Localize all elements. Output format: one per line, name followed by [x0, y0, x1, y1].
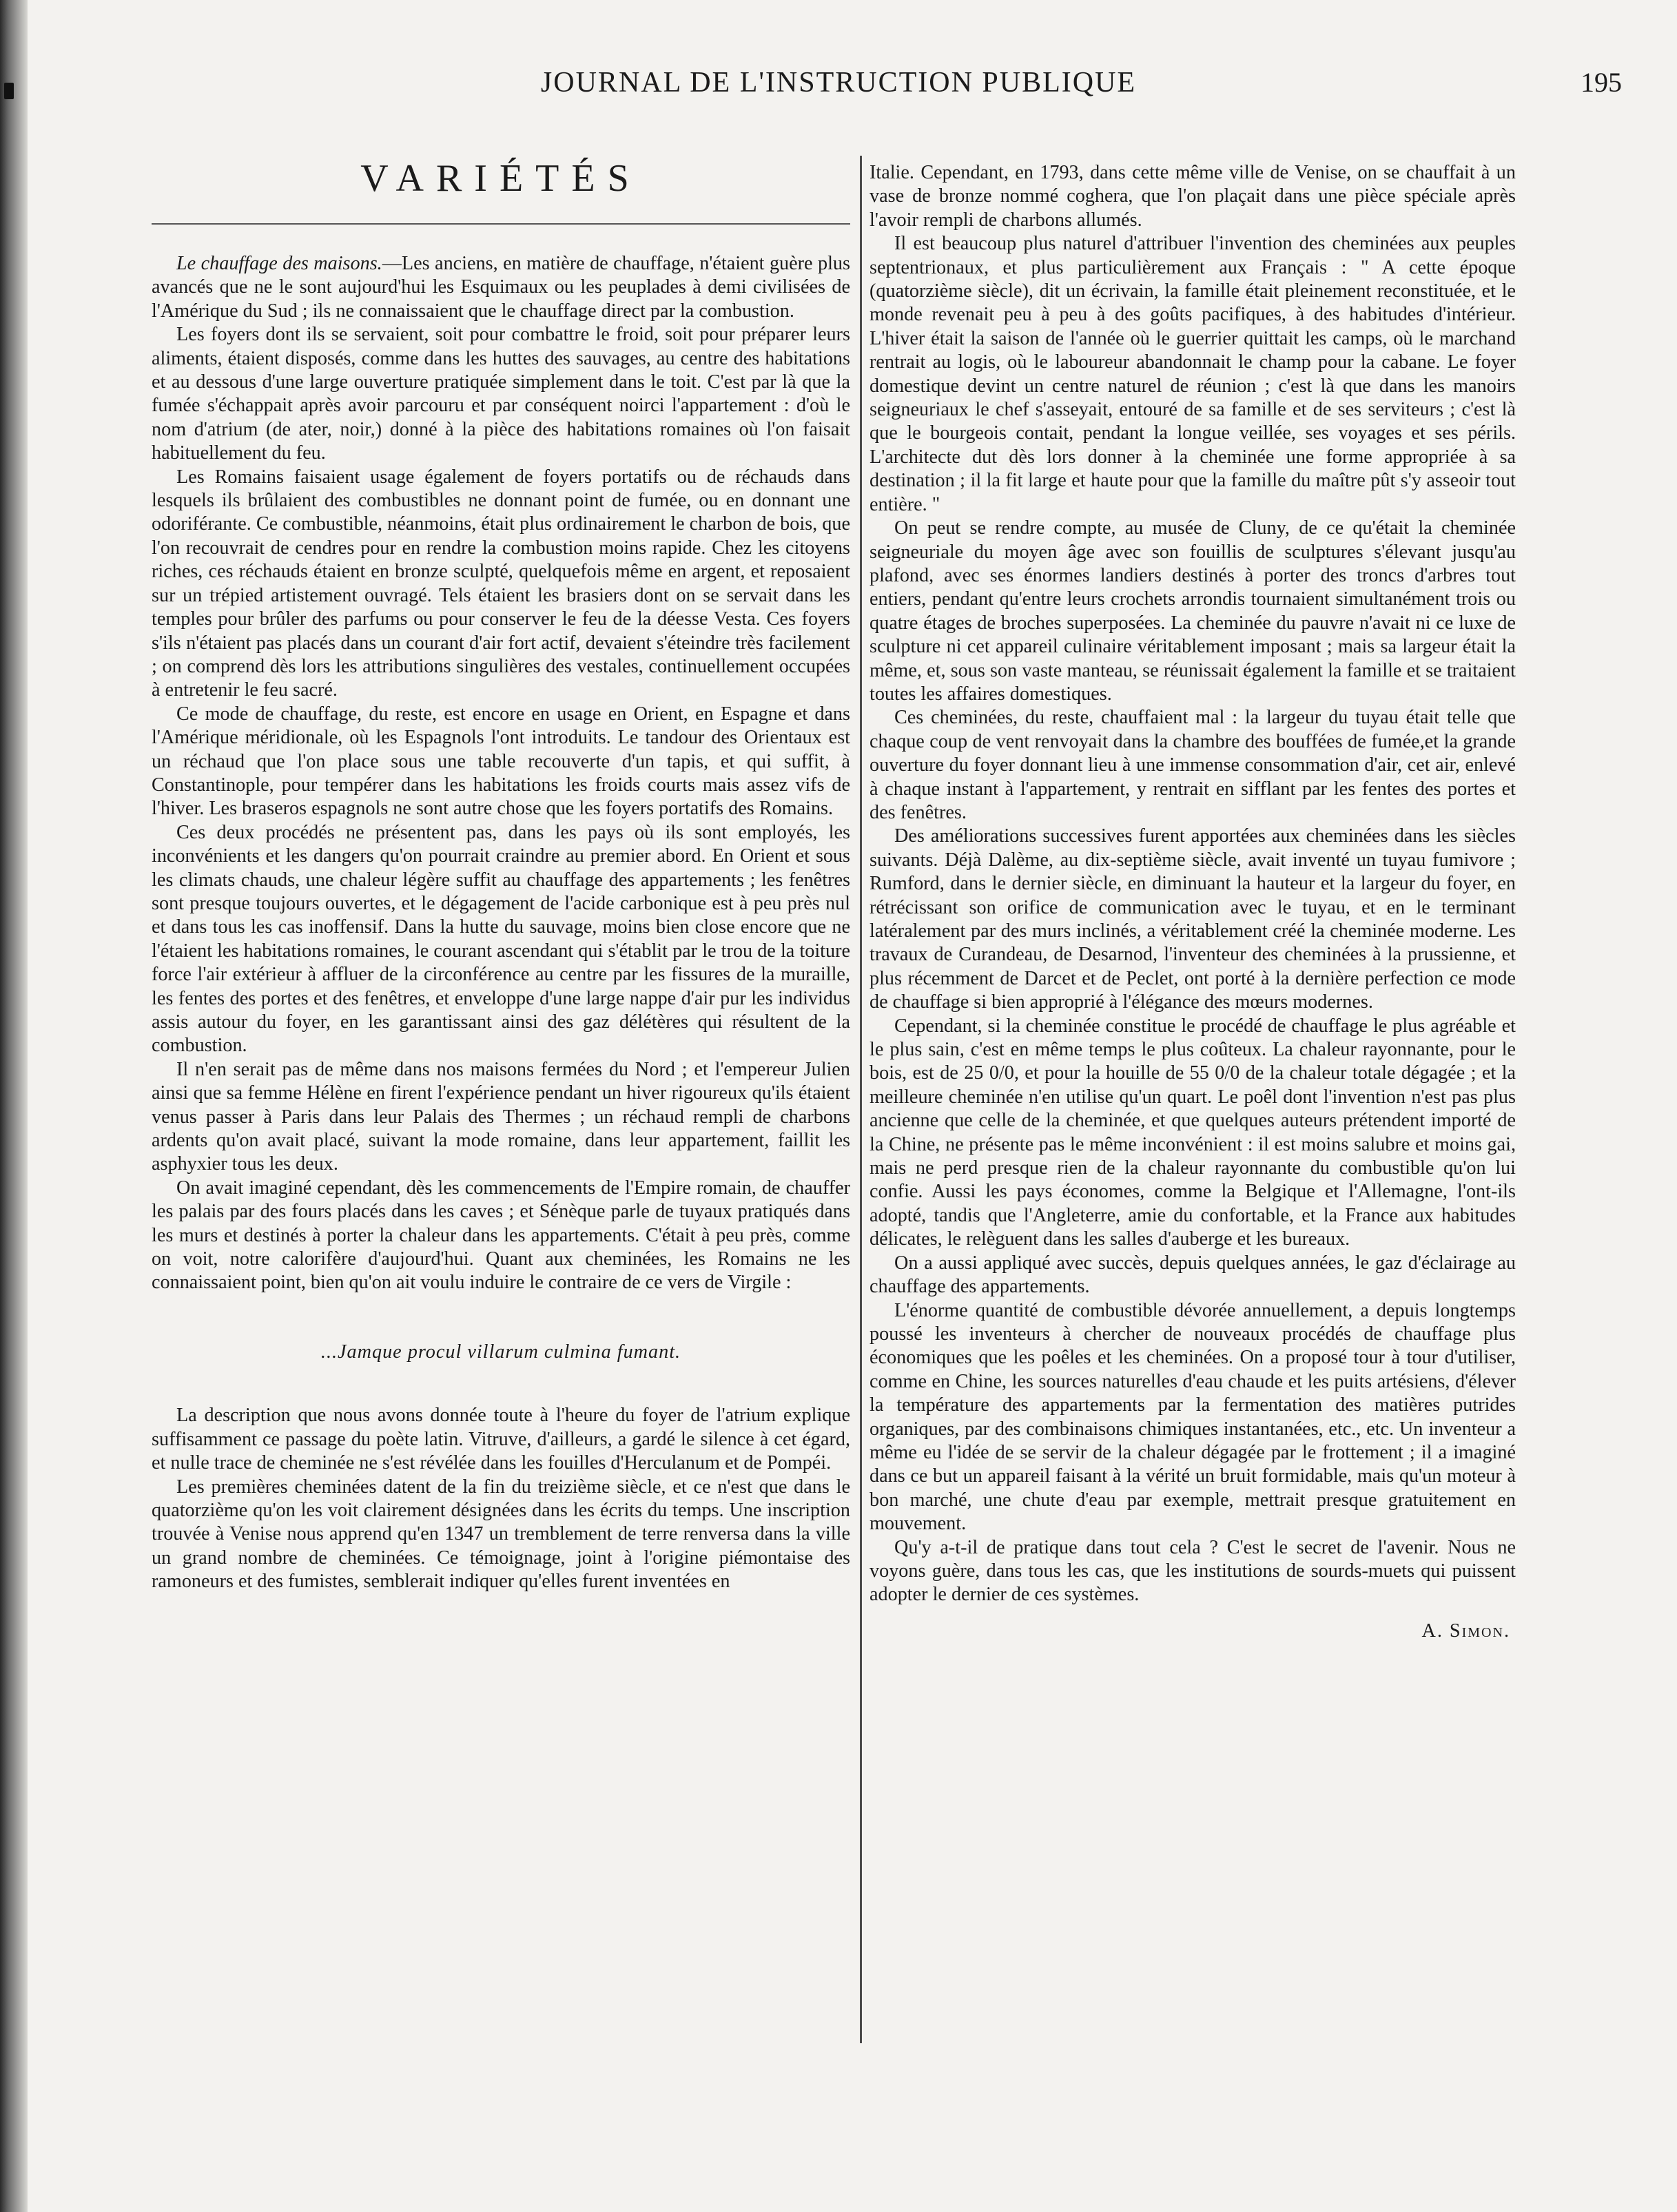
- paragraph-2: Les foyers dont ils se servaient, soit pour combattre le froid, soit pour préparer leurs aliments, étaient disposés, comme dans les huttes des sauvages, au centre des habitations et au dessous d'une large ouverture pratiquée simplement dans le toit. C'est par là que la fumée s'échappait après avoir parcouru et par conséquent noirci l'appartement : d'où le nom d'atrium (de ater, noir,) donné à la pièce des habitations romaines où l'on faisait habituellement du feu.: [152, 324, 850, 464]
- paragraph-12: On peut se rendre compte, au musée de Cluny, de ce qu'était la cheminée seigneuriale du moyen âge avec son fouillis de sculptures s'élevant jusqu'au plafond, avec ses énormes landiers destinés à porter des troncs d'arbres tout entiers, pendant qu'entre leurs crochets arrondis tournaient simultanément trois ou quatre étages de broches superposées. La cheminée du pauvre n'avait ni ce luxe de sculpture ni cet appareil culinaire véritablement imposant ; mais sa largeur était la même, et, sous son vaste manteau, se réunissait également la famille et se traitaient toutes les affaires domestiques.: [870, 517, 1516, 705]
- author-signature: A. Simon.: [1421, 1620, 1510, 1642]
- paragraph-16: On a aussi appliqué avec succès, depuis quelques années, le gaz d'éclairage au chauffage des appartements.: [870, 1252, 1516, 1298]
- paragraph-4: Ce mode de chauffage, du reste, est encore en usage en Orient, en Espagne et dans l'Amérique méridionale, où les Espagnols l'ont introduits. Le tandour des Orientaux est un réchaud que l'on place sous une table recouverte d'un tapis, et qui suffit, à Constantinople, pour tempérer dans les habitations les froids courts mais assez vifs de l'hiver. Les braseros espagnols ne sont autre chose que les foyers portatifs des Romains.: [152, 703, 850, 820]
- paragraph-8: La description que nous avons donnée toute à l'heure du foyer de l'atrium explique suffisamment ce passage du poète latin. Vitruve, d'ailleurs, a gardé le silence à cet égard, et nulle trace de cheminée ne s'est révélée dans les fouilles d'Herculanum et de Pompéi.: [152, 1405, 850, 1474]
- paragraph-17: L'énorme quantité de combustible dévorée annuellement, a depuis longtemps poussé les inventeurs à chercher de nouveaux procédés de chauffage plus économiques que les poêles et les cheminées. On a proposé tour à tour d'utiliser, comme en Chine, les sources naturelles d'eau chaude et les puits artésiens, d'élever la température des appartements par la fermentation des matières putrides organiques, par des combinaisons chimiques instantanées, etc., etc. Un inventeur a même eu l'idée de se servir de la chaleur dégagée par le frottement ; il a imaginé dans ce but un appareil faisant à la vérité un bruit formidable, mais qu'un moteur à bon marché, une chute d'eau par exemple, mettrait presque gratuitement en mouvement.: [870, 1299, 1516, 1535]
- column-divider: [860, 156, 862, 2043]
- virgil-quote: ...Jamque procul villarum culmina fumant.: [320, 1341, 681, 1363]
- paragraph-5: Ces deux procédés ne présentent pas, dans les pays où ils sont employés, les inconvénients et les dangers qu'on pourrait craindre au premier abord. En Orient et sous les climats chauds, une chaleur légère suffit au chauffage des appartements ; les fenêtres sont presque toujours ouvertes, et le dégagement de l'acide carbonique est à peu près nul et dans tous les cas inoffensif. Dans la hutte du sauvage, moins bien close encore que ne l'étaient les habitations romaines, le courant ascendant qui s'établit par le trou de la toiture force l'air extérieur à affluer de la circonférence au centre par les fissures de la muraille, les fentes des portes et des fenêtres, et enveloppe d'une large nappe d'air pur les individus assis autour du foyer, en les garantissant ainsi des gaz délétères qui résultent de la combustion.: [152, 821, 850, 1057]
- lead-title: Le chauffage des maisons.: [176, 253, 382, 274]
- page-number: 195: [1581, 67, 1622, 98]
- section-rule: [152, 223, 850, 225]
- paragraph-18: Qu'y a-t-il de pratique dans tout cela ? C'est le secret de l'avenir. Nous ne voyons guère, dans tous les cas, que les institutions de sourds-muets qui puissent adopter le dernier de ces systèmes.: [870, 1536, 1516, 1606]
- right-column: [870, 161, 1516, 1643]
- paragraph-6: Il n'en serait pas de même dans nos maisons fermées du Nord ; et l'empereur Julien ainsi que sa femme Hélène en firent l'expérience pendant un hiver rigoureux qu'ils étaient venus passer à Paris dans leur Palais des Thermes ; un réchaud rempli de charbons ardents qu'on avait placé, suivant la mode romaine, dans leur appartement, faillit les asphyxier tous les deux.: [152, 1058, 850, 1175]
- paragraph-13: Ces cheminées, du reste, chauffaient mal : la largeur du tuyau était telle que chaque coup de vent renvoyait dans la chambre des bouffées de fumée,et la grande ouverture du foyer donnant lieu à une immense consommation d'air, cet air, enlevé à chaque instant à l'appartement, y rentrait en sifflant par les fentes des portes et des fenêtres.: [870, 707, 1516, 823]
- section-title: VARIÉTÉS: [360, 157, 641, 200]
- paragraph-1: [152, 252, 850, 323]
- paragraph-15: Cependant, si la cheminée constitue le procédé de chauffage le plus agréable et le plus sain, c'est en même temps le plus coûteux. La chaleur rayonnante, pour le bois, est de 25 0/0, et pour la houille de 55 0/0 de la chaleur totale dégagée ; et la meilleure cheminée n'en utilise qu'un quart. Le poêl dont l'invention n'est pas plus ancienne que celle de la cheminée, et que quelques auteurs prétendent importé de la Chine, ne présente pas le même inconvénient : il est moins salubre et moins gai, mais ne perd presque rien de la chaleur rayonnante du combustible qu'on lui confie. Aussi les pays économes, comme la Belgique et l'Allemagne, l'ont-ils adopté, tandis que l'Angleterre, amie du confortable, et la France aux habitudes délicates, le relèguent dans les salles d'auberge et les bureaux.: [870, 1015, 1516, 1250]
- paragraph-7: On avait imaginé cependant, dès les commencements de l'Empire romain, de chauffer les palais par des fours placés dans les caves ; et Sénèque parle de tuyaux pratiqués dans les murs et destinés à porter la chaleur dans les appartements. C'était à peu près, comme on voit, notre calorifère d'aujourd'hui. Quant aux cheminées, les Romains ne les connaissaient point, bien qu'on ait voulu induire le contraire de ce vers de Virgile :: [152, 1177, 850, 1294]
- journal-title: JOURNAL DE L'INSTRUCTION PUBLIQUE: [540, 67, 1137, 99]
- paragraph-14: Des améliorations successives furent apportées aux cheminées dans les siècles suivants. Déjà Dalème, au dix-septième siècle, avait inventé un tuyau fumivore ; Rumford, dans le dernier siècle, en diminuant la hauteur et la largeur du foyer, en rétrécissant son orifice de communication avec le tuyau, et en le terminant latéralement par des murs inclinés, a véritablement créé la cheminée moderne. Les travaux de Curandeau, de Desarnod, l'inventeur des cheminées à la prussienne, et plus récemment de Darcet et de Peclet, ont porté à la dernière perfection ce mode de chauffage si bien approprié à l'élégance des mœurs modernes.: [870, 825, 1516, 1013]
- left-column: [152, 152, 850, 1594]
- page-binding-edge: [0, 0, 28, 2212]
- page-header: [41, 61, 1636, 102]
- paragraph-3: Les Romains faisaient usage également de foyers portatifs ou de réchauds dans lesquels ils brûlaient des combustibles ne donnant point de fumée, ou en donnant une odoriférante. Ce combustible, néanmoins, était plus ordinairement le charbon de bois, que l'on recouvrait de cendres pour en rendre la combustion moins rapide. Chez les citoyens riches, ces réchauds étaient en bronze sculpté, quelquefois même en argent, et reposaient sur un trépied artistement ouvragé. Tels étaient les brasiers dont on se servait dans les temples pour brûler des parfums ou pour conserver le feu de la déesse Vesta. Ces foyers s'ils n'étaient pas placés dans un courant d'air fort actif, devaient s'éteindre très facilement ; on comprend dès lors les attributions singulières des vestales, continuellement occupées à entretenir le feu sacré.: [152, 466, 850, 701]
- paragraph-11: Il est beaucoup plus naturel d'attribuer l'invention des cheminées aux peuples septentrionaux, et plus particulièrement aux Français : " A cette époque (quatorzième siècle), dit un écrivain, la famille était pleinement reconstituée, et le monde revenait peu à peu à des goûts pacifiques, à des habitudes d'intérieur. L'hiver était la saison de l'année où le guerrier quittait les camps, où le marchand rentrait au logis, où le laboureur abandonnait le champ pour la cabane. Le foyer domestique devint un centre naturel de réunion ; c'est là que dans les manoirs seigneuriaux le chef s'asseyait, entouré de sa famille et de ses serviteurs ; c'est là que le bourgeois contait, pendant la longue veillée, ses voyages et ses périls. L'architecte dut dès lors donner à la cheminée une forme appropriée à sa destination ; il la fit large et haute pour que la famille du maître pût s'y asseoir tout entière. ": [870, 233, 1516, 515]
- paragraph-9: Les premières cheminées datent de la fin du treizième siècle, et ce n'est que dans le quatorzième qu'on les voit clairement désignées dans les écrits du temps. Une inscription trouvée à Venise nous apprend qu'en 1347 un tremblement de terre renversa dans la ville un grand nombre de cheminées. Ce témoignage, joint à l'origine piémontaise des ramoneurs et des fumistes, semblerait indiquer qu'elles furent inventées en: [152, 1476, 850, 1593]
- paragraph-10: Italie. Cependant, en 1793, dans cette même ville de Venise, on se chauffait à un vase de bronze nommé coghera, que l'on plaçait dans une pièce spéciale après l'avoir rempli de charbons allumés.: [870, 162, 1516, 231]
- paragraph-1-text: —Les anciens, en matière de chauffage, n'étaient guère plus avancés que ne le sont aujourd'hui les Esquimaux ou les peuplades à demi civilisées de l'Amérique du Sud ; ils ne connaissaient que le chauffage direct par la combustion.: [152, 253, 850, 322]
- binding-mark: [4, 83, 14, 99]
